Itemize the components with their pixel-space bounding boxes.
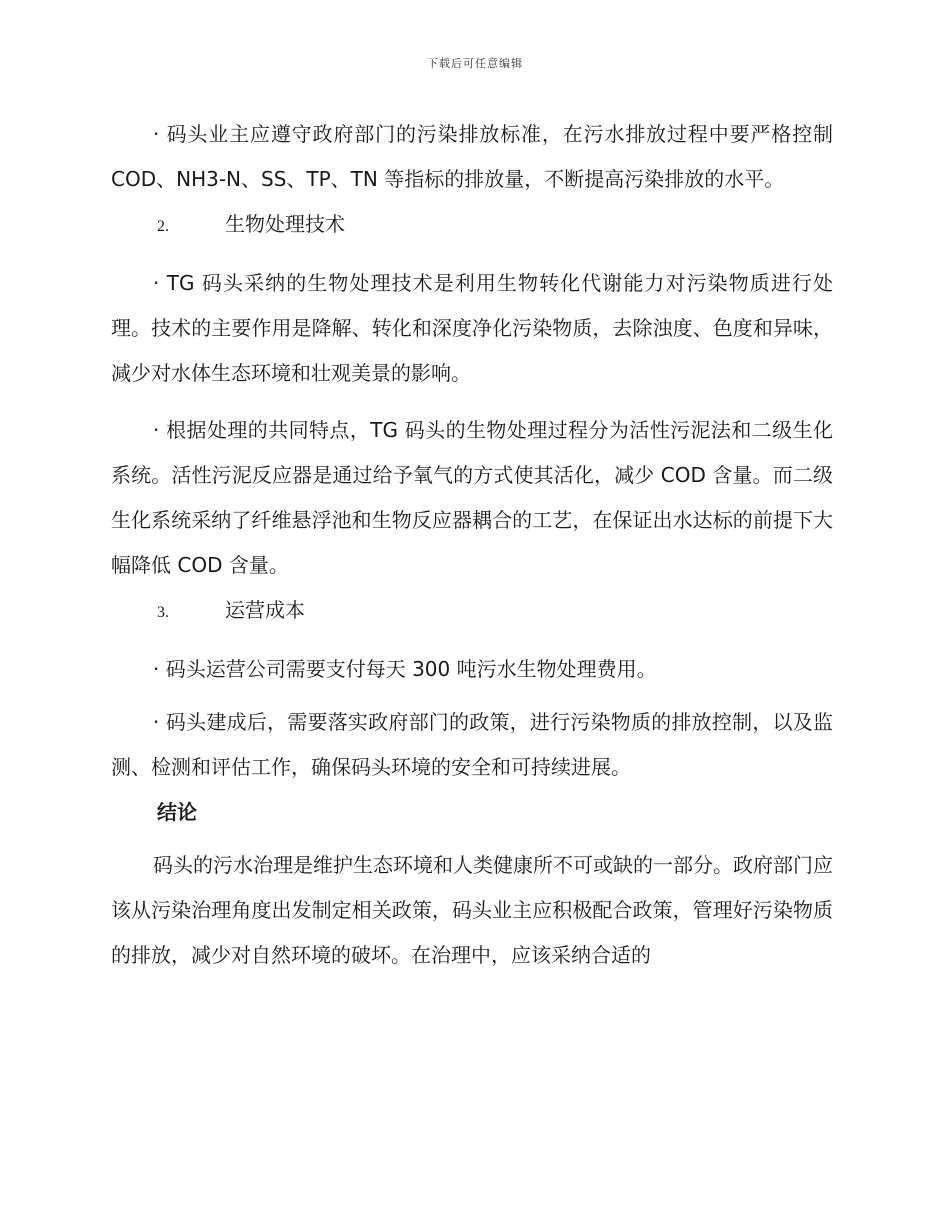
paragraph-policy-implementation: · 码头建成后，需要落实政府部门的政策，进行污染物质的排放控制，以及监测、检测和评估工作，确保码头环境的安全和可持续进展。 bbox=[111, 710, 833, 779]
paragraph-treatment-process: · 根据处理的共同特点，TG 码头的生物处理过程分为活性污泥法和二级生化系统。活性污泥反应器是通过给予氧气的方式使其活化，减少 COD 含量。而二级生化系统采纳了纤维悬浮池和生物反应器耦合的工艺，在保证出水达标的前提下大幅降低 COD 含量。 bbox=[111, 418, 833, 577]
paragraph-conclusion: 码头的污水治理是维护生态环境和人类健康所不可或缺的一部分。政府部门应该从污染治理角度出发制定相关政策，码头业主应积极配合政策，管理好污染物质的排放，减少对自然环境的破坏。在治理中，应该采纳合适的 bbox=[111, 853, 833, 967]
paragraph-biological-technology: · TG 码头采纳的生物处理技术是利用生物转化代谢能力对污染物质进行处理。技术的主要作用是降解、转化和深度净化污染物质，去除浊度、色度和异味，减少对水体生态环境和壮观美景的影响。 bbox=[111, 271, 833, 385]
section-label: 生物处理技术 bbox=[225, 212, 345, 236]
section-heading-operating-cost bbox=[111, 588, 833, 635]
section-label: 运营成本 bbox=[225, 598, 305, 622]
paragraph-daily-cost: · 码头运营公司需要支付每天 300 吨污水生物处理费用。 bbox=[153, 657, 657, 681]
section-heading-biological-treatment bbox=[111, 202, 833, 249]
paragraph-emission-standards: · 码头业主应遵守政府部门的污染排放标准，在污水排放过程中要严格控制 COD、NH3-N、SS、TP、TN 等指标的排放量，不断提高污染排放的水平。 bbox=[111, 122, 833, 191]
section-number: 3. bbox=[157, 604, 169, 621]
page-header: 下载后可任意编辑 bbox=[427, 57, 523, 70]
section-number: 2. bbox=[157, 218, 169, 235]
conclusion-heading: 结论 bbox=[157, 800, 197, 824]
document-body bbox=[111, 112, 833, 978]
